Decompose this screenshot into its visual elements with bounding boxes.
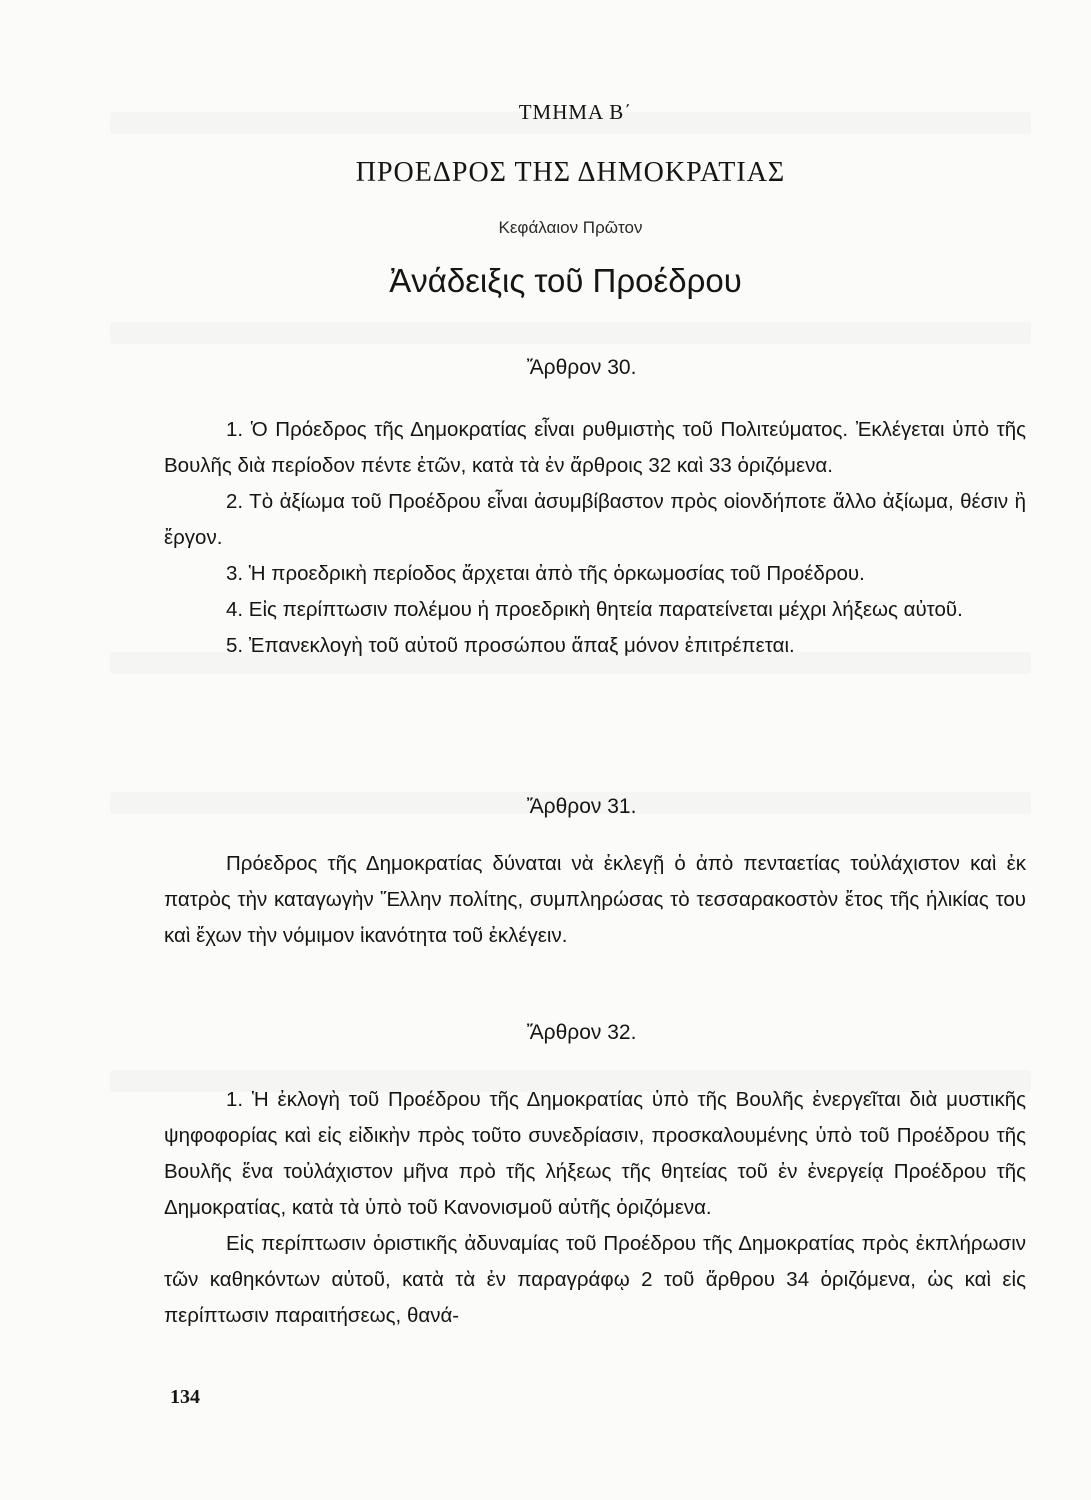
article-paragraph: 5. Ἐπανεκλογὴ τοῦ αὐτοῦ προσώπου ἅπαξ μόνον ἐπιτρέπεται. [226,634,795,657]
article-paragraph: Εἰς περίπτωσιν ὁριστικῆς ἀδυναμίας τοῦ Προέδρου τῆς Δημοκρατίας πρὸς ἐκπλήρωσιν τῶν καθηκόντων αὐτοῦ, κατὰ τὰ ἐν παραγράφῳ 2 τοῦ ἄρθρου 34 ὁριζόμενα, ὡς καὶ εἰς περίπτωσιν παραιτήσεως, θανά- [164,1232,1026,1327]
article-paragraph: 1. Ἡ ἐκλογὴ τοῦ Προέδρου τῆς Δημοκρατίας ὑπὸ τῆς Βουλῆς ἐνεργεῖται διὰ μυστικῆς ψηφοφορίας καὶ εἰς εἰδικὴν πρὸς τοῦτο συνεδρίασιν, προσκαλουμένης ὑπὸ τοῦ Προέδρου τῆς Βουλῆς ἕνα τοὐλάχιστον μῆνα πρὸ τῆς λήξεως τῆς θητείας τοῦ ἐν ἐνεργείᾳ Προέδρου τῆς Δημοκρατίας, κατὰ τὰ ὑπὸ τοῦ Κανονισμοῦ αὐτῆς ὁριζόμενα. [164,1088,1026,1219]
article-body [164,412,1026,664]
article-heading: Ἄρθρον 31. [526,795,637,818]
article-heading: Ἄρθρον 30. [526,356,637,379]
article-body [164,846,1026,954]
article-paragraph: 4. Εἰς περίπτωσιν πολέμου ἡ προεδρικὴ θητεία παρατείνεται μέχρι λήξεως αὐτοῦ. [226,598,963,621]
article-paragraph: 3. Ἡ προεδρικὴ περίοδος ἄρχεται ἀπὸ τῆς ὁρκωμοσίας τοῦ Προέδρου. [226,562,865,585]
article-body [164,1082,1026,1334]
page-number: 134 [170,1386,200,1408]
chapter-label: Κεφάλαιον Πρῶτον [498,218,643,237]
part-title: ΠΡΟΕΔΡΟΣ ΤΗΣ ΔΗΜΟΚΡΑΤΙΑΣ [355,157,786,188]
section-title: ΤΜΗΜΑ Β΄ [518,100,633,124]
article-heading: Ἄρθρον 32. [526,1021,637,1044]
article-paragraph: 2. Τὸ ἀξίωμα τοῦ Προέδρου εἶναι ἀσυμβίβαστον πρὸς οἱονδήποτε ἄλλο ἀξίωμα, θέσιν ἢ ἔργον. [164,490,1026,549]
chapter-heading: Ἀνάδειξις τοῦ Προέδρου [389,262,742,299]
article-paragraph: Πρόεδρος τῆς Δημοκρατίας δύναται νὰ ἐκλεγῇ ὁ ἀπὸ πενταετίας τοὐλάχιστον καὶ ἐκ πατρὸς τὴν καταγωγὴν Ἕλλην πολίτης, συμπληρώσας τὸ τεσσαρακοστὸν ἔτος τῆς ἡλικίας του καὶ ἔχων τὴν νόμιμον ἱκανότητα τοῦ ἐκλέγειν. [164,852,1026,947]
article-paragraph: 1. Ὁ Πρόεδρος τῆς Δημοκρατίας εἶναι ρυθμιστὴς τοῦ Πολιτεύματος. Ἐκλέγεται ὑπὸ τῆς Βουλῆς διὰ περίοδον πέντε ἐτῶν, κατὰ τὰ ἐν ἄρθροις 32 καὶ 33 ὁριζόμενα. [164,418,1026,477]
bleed-through-shadow [110,322,1031,344]
